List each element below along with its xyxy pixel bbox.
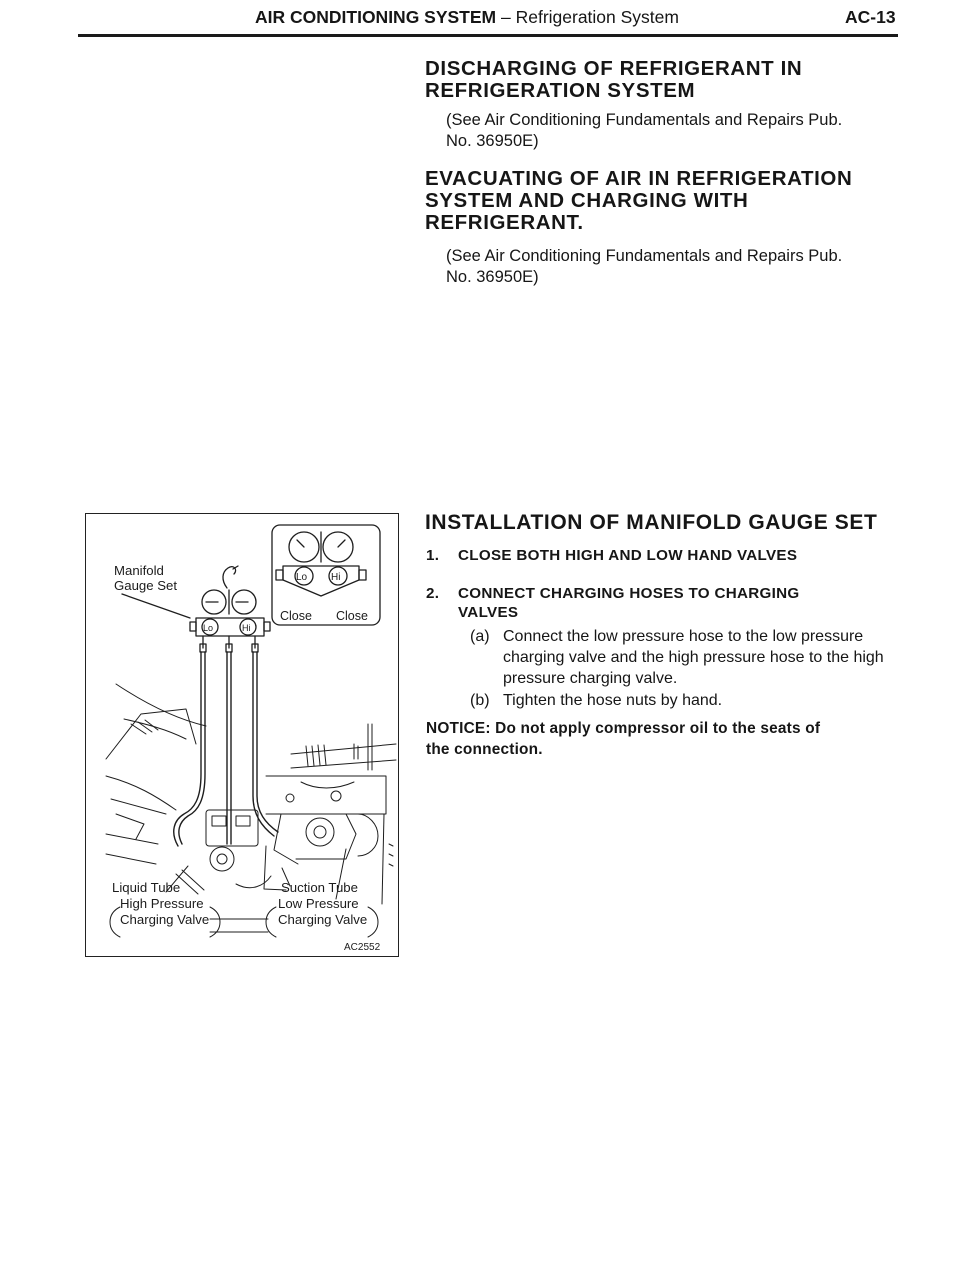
- discharging-heading: DISCHARGING OF REFRIGERANT IN REFRIGERATION SYSTEM: [425, 57, 803, 102]
- close-right-label: Close: [336, 609, 368, 623]
- page-number: AC-13: [845, 7, 896, 27]
- running-header: [255, 7, 679, 28]
- figure-code: AC2552: [344, 942, 381, 953]
- close-left-label: Close: [280, 609, 312, 623]
- manifold-gauge-figure: [85, 513, 399, 957]
- header-subsection: – Refrigeration System: [496, 7, 679, 27]
- installation-heading: INSTALLATION OF MANIFOLD GAUGE SET: [425, 511, 878, 534]
- high-pressure-label: High Pressure: [120, 896, 204, 911]
- engine-bay-sketch: [106, 684, 396, 904]
- evacuating-heading: EVACUATING OF AIR IN REFRIGERATION SYSTEM AND CHARGING WITH REFRIGERANT.: [425, 167, 853, 234]
- liquid-tube-label: Liquid Tube: [112, 880, 181, 895]
- gauge-lo-label: Lo: [203, 623, 214, 633]
- inset-hi-label: Hi: [331, 572, 341, 583]
- header-section-title: AIR CONDITIONING SYSTEM: [255, 7, 497, 27]
- evacuating-reference: (See Air Conditioning Fundamentals and Repairs Pub. No. 36950E): [446, 247, 843, 286]
- charging-valve-right-label: Charging Valve: [278, 912, 368, 927]
- header-rule: [78, 34, 898, 37]
- low-pressure-label: Low Pressure: [278, 896, 359, 911]
- suction-tube-label: Suction Tube: [281, 880, 358, 895]
- gauge-hi-label: Hi: [242, 623, 251, 633]
- manifold-gauge-set: [190, 566, 270, 652]
- discharging-reference: (See Air Conditioning Fundamentals and Repairs Pub. No. 36950E): [446, 111, 843, 150]
- notice-text: NOTICE: Do not apply compressor oil to the seats of the connection.: [426, 720, 821, 758]
- inset-lo-label: Lo: [296, 572, 308, 583]
- charging-valve-left-label: Charging Valve: [120, 912, 210, 927]
- manifold-gauge-set-label: Manifold Gauge Set: [114, 563, 178, 593]
- manual-page: AIR CONDITIONING SYSTEM – Refrigeration System AC-13 DISCHARGING OF REFRIGERANT IN REFRIGERATION SYSTEM (See Air Conditioning Fundamentals and Repairs Pub. No. 36950E) EVACUATING OF AIR IN REFRIGERATION SYSTEM AND CHARGING WITH REFRIGERANT. (See Air Conditioning Fundamentals and Repairs Pub. No. 36950E) INSTALLATION OF MANIFOLD GAUGE SET 1. CLOSE BOTH HIGH AND LOW HAND VALVES 2. CONNECT CHARGING HOSES TO CHARGING VALVES (a) Connect the low pressure hose to the low pressure charging valve and the high pressure hose to the high pressure charging valve. (b) Tighten the hose nuts by hand. NOTICE: Do not apply compressor oil to the seats of the connection. Manifold Gauge Set Lo Hi Lo Hi Close Close Liquid Tube High Pressure Charging Valve Suction Tube Low Pressure Charging Valve AC2552: [0, 0, 960, 1280]
